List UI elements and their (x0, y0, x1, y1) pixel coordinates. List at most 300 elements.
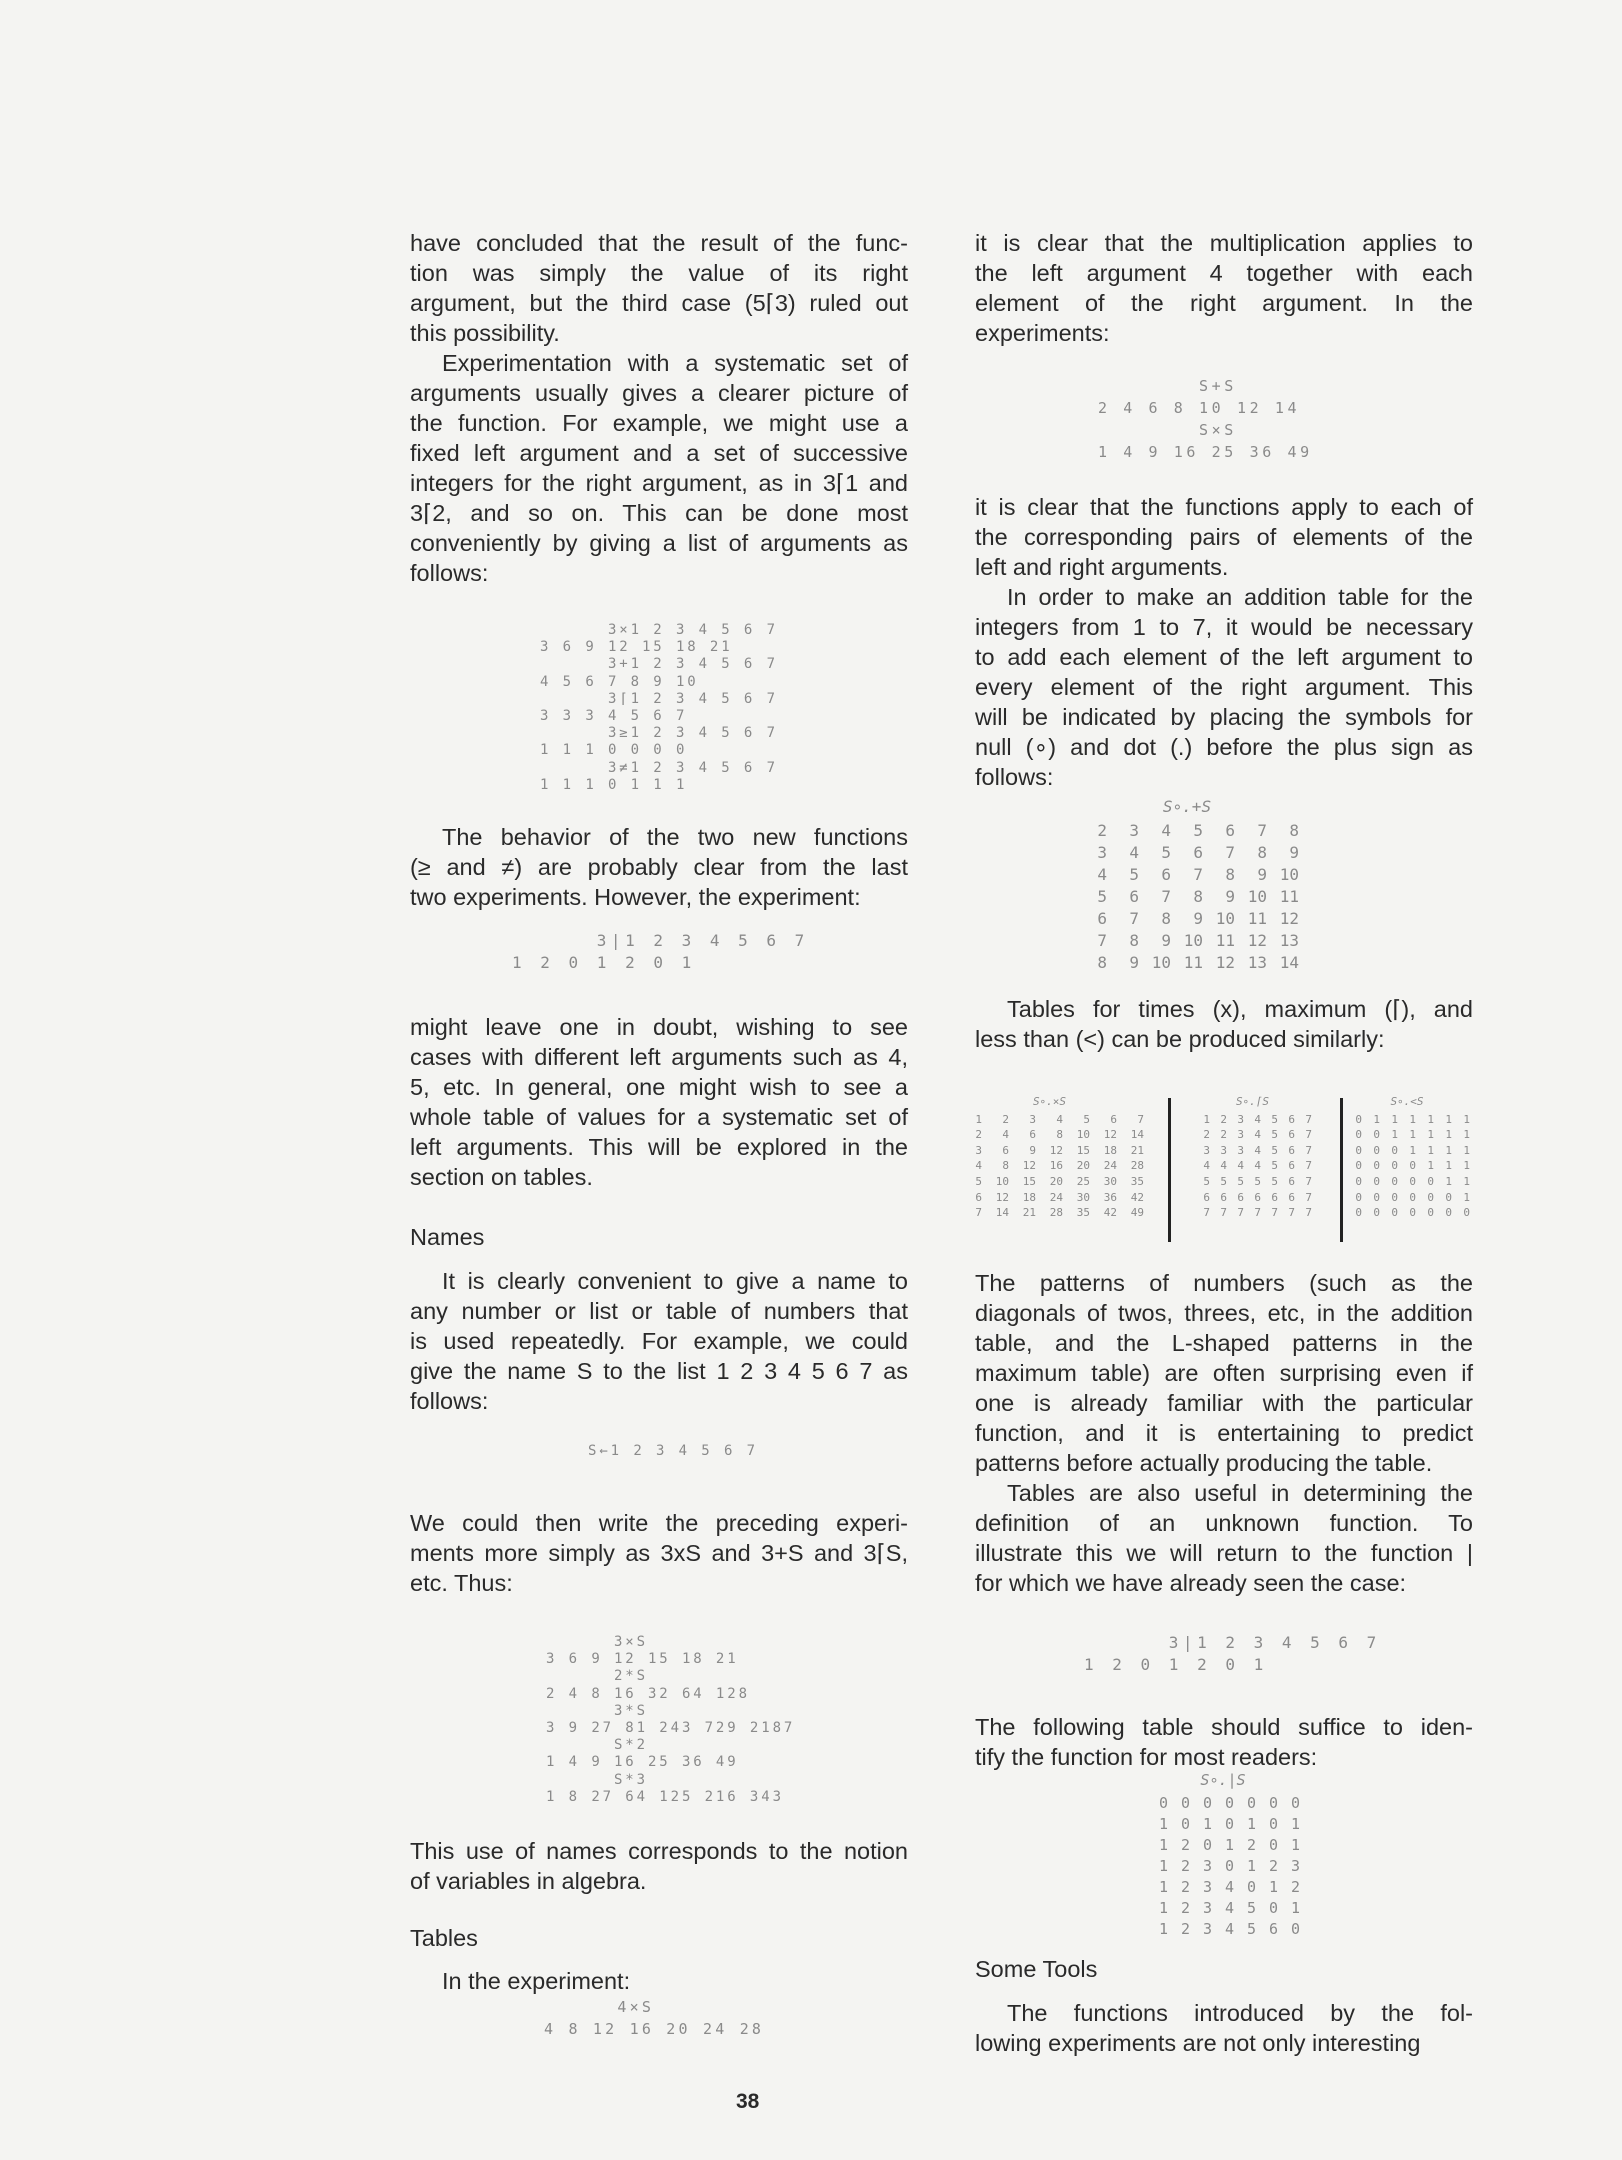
table-row (955, 1205, 1144, 1221)
table-cell: 30 (1103, 1174, 1117, 1188)
table-divider (1340, 1098, 1343, 1242)
table-cell: 0 (1202, 1794, 1212, 1812)
text-line: follows: (975, 764, 1054, 790)
table-cell: 5 (1271, 1159, 1278, 1173)
code-line: 3 6 9 12 15 18 21 (546, 1651, 739, 1668)
table-divider (1168, 1098, 1171, 1242)
table-cell: 6 (1161, 865, 1171, 884)
table-cell: 1 (1158, 1878, 1168, 1896)
table-cell: 21 (1022, 1206, 1036, 1220)
table-cell: 0 (1409, 1174, 1416, 1188)
table-cell: 7 (1305, 1143, 1312, 1157)
text-line: give the name S to the list 1 2 3 4 5 6 7 as (410, 1358, 908, 1384)
table-cell: 2 (1268, 1857, 1278, 1875)
table-cell: 8 (1289, 821, 1299, 840)
text-line: The following table should suffice to iden- (975, 1714, 1473, 1740)
table-cell: 6 (1254, 1190, 1261, 1204)
table-cell: 3 (1237, 1143, 1244, 1157)
paragraph (975, 994, 1473, 1054)
table-cell: 15 (1076, 1143, 1090, 1157)
table-cell: 0 (1290, 1794, 1300, 1812)
table-cell: 14 (1279, 953, 1299, 972)
table-cell: 13 (1247, 953, 1267, 972)
text-line: cases with different left arguments such as 4, (410, 1044, 908, 1070)
table-cell: 6 (1237, 1190, 1244, 1204)
table-row (1344, 1174, 1470, 1190)
code-line: 3|1 2 3 4 5 6 7 (512, 931, 809, 950)
table-cell: 3 (1203, 1143, 1210, 1157)
table-cell: 1 (1158, 1857, 1168, 1875)
table-cell: 7 (1305, 1159, 1312, 1173)
code-line: 3|1 2 3 4 5 6 7 (1084, 1633, 1381, 1652)
code-line: 3 9 27 81 243 729 2187 (546, 1720, 796, 1737)
table-cell: 0 (1355, 1128, 1362, 1142)
table-cell: 11 (1215, 931, 1235, 950)
text-line: follows: (410, 1388, 489, 1414)
code-block (512, 930, 809, 974)
table-row (955, 1143, 1144, 1159)
table-row (1075, 820, 1299, 842)
text-line: illustrate this we will return to the function | (975, 1540, 1473, 1566)
text-line: We could then write the preceding experi- (410, 1510, 908, 1536)
table-cell: 0 (1268, 1815, 1278, 1833)
text-line: the function. For example, we might use a (410, 410, 908, 436)
table-row (1146, 1814, 1300, 1835)
text-line: 5, etc. In general, one might wish to see a (410, 1074, 908, 1100)
less-than-table (1344, 1094, 1470, 1221)
table-cell: 8 (1193, 887, 1203, 906)
table-cell: 0 (1268, 1836, 1278, 1854)
table-cell: 1 (1158, 1899, 1168, 1917)
table-cell: 4 (1161, 821, 1171, 840)
table-cell: 8 (1056, 1128, 1063, 1142)
paragraph (975, 1478, 1473, 1598)
table-cell: 7 (1220, 1206, 1227, 1220)
code-line: 2 4 6 8 10 12 14 (1098, 399, 1301, 417)
addition-table (1075, 796, 1299, 974)
code-line: 3×1 2 3 4 5 6 7 (540, 622, 778, 638)
table-cell: 4 (1254, 1128, 1261, 1142)
table-cell: 0 (1202, 1836, 1212, 1854)
table-row (1193, 1127, 1312, 1143)
table-cell: 7 (1237, 1206, 1244, 1220)
table-cell: 28 (1130, 1159, 1144, 1173)
table-cell: 9 (1225, 887, 1235, 906)
text-line: Tables for times (x), maximum (⌈), and (1007, 996, 1473, 1022)
table-cell: 1 (1463, 1174, 1470, 1188)
table-cell: 12 (1049, 1143, 1063, 1157)
table-cell: 1 (1409, 1112, 1416, 1126)
text-line: 3⌈2, and so on. This can be done most (410, 500, 908, 526)
text-line: It is clearly convenient to give a name to (442, 1268, 908, 1294)
table-cell: 24 (1103, 1159, 1117, 1173)
table-cell: 9 (1289, 843, 1299, 862)
table-cell: 5 (1237, 1174, 1244, 1188)
paragraph (410, 1012, 908, 1192)
table-cell: 0 (1373, 1206, 1380, 1220)
table-row (1344, 1127, 1470, 1143)
table-cell: 5 (1161, 843, 1171, 862)
table-title: S∘.⌈S (1235, 1095, 1270, 1108)
table-cell: 0 (1445, 1190, 1452, 1204)
table-cell: 1 (1445, 1174, 1452, 1188)
table-title: S∘.×S (1032, 1095, 1067, 1108)
table-cell: 1 (975, 1112, 982, 1126)
code-line: 4×S (544, 1998, 655, 2016)
table-row (955, 1174, 1144, 1190)
table-cell: 3 (1029, 1112, 1036, 1126)
section-heading-tables: Tables (410, 1925, 478, 1951)
table-cell: 7 (1305, 1174, 1312, 1188)
table-cell: 10 (995, 1174, 1009, 1188)
text-line: it is clear that the multiplication applies to (975, 230, 1473, 256)
table-cell: 9 (1129, 953, 1139, 972)
table-row (1146, 1793, 1300, 1814)
table-cell: 1 (1409, 1128, 1416, 1142)
table-cell: 8 (1097, 953, 1107, 972)
table-cell: 0 (1427, 1206, 1434, 1220)
table-cell: 28 (1049, 1206, 1063, 1220)
table-cell: 0 (1391, 1159, 1398, 1173)
table-cell: 0 (1409, 1206, 1416, 1220)
table-cell: 9 (1193, 909, 1203, 928)
table-cell: 1 (1427, 1128, 1434, 1142)
code-block: S←1 2 3 4 5 6 7 (588, 1443, 758, 1459)
table-cell: 12 (1215, 953, 1235, 972)
paragraph (975, 1268, 1473, 1478)
table-cell: 42 (1130, 1190, 1144, 1204)
table-cell: 42 (1103, 1206, 1117, 1220)
table-cell: 35 (1076, 1206, 1090, 1220)
table-cell: 20 (1076, 1159, 1090, 1173)
times-table (955, 1094, 1144, 1221)
table-cell: 18 (1103, 1143, 1117, 1157)
paragraph (410, 1966, 908, 1996)
table-cell: 1 (1290, 1836, 1300, 1854)
table-cell: 16 (1049, 1159, 1063, 1173)
code-block (544, 1996, 764, 2040)
table-cell: 2 (1220, 1112, 1227, 1126)
text-line: the corresponding pairs of elements of the (975, 524, 1473, 550)
code-block (540, 622, 778, 794)
table-cell: 8 (1002, 1159, 1009, 1173)
table-cell: 4 (1254, 1143, 1261, 1157)
text-line: the left argument 4 together with each (975, 260, 1473, 286)
table-cell: 3 (975, 1143, 982, 1157)
table-cell: 4 (1224, 1899, 1234, 1917)
table-row (1146, 1898, 1300, 1919)
text-line: for which we have already seen the case: (975, 1570, 1407, 1596)
table-cell: 6 (1097, 909, 1107, 928)
table-cell: 12 (1103, 1128, 1117, 1142)
table-cell: 1 (1463, 1128, 1470, 1142)
text-line: definition of an unknown function. To (975, 1510, 1473, 1536)
table-cell: 0 (1373, 1174, 1380, 1188)
code-line: S+S (1098, 377, 1237, 395)
table-cell: 1 (1373, 1112, 1380, 1126)
table-cell: 4 (1097, 865, 1107, 884)
table-cell: 3 (1237, 1112, 1244, 1126)
text-line: of variables in algebra. (410, 1868, 647, 1894)
table-cell: 4 (1224, 1878, 1234, 1896)
table-cell: 3 (1129, 821, 1139, 840)
table-row (1193, 1158, 1312, 1174)
table-cell: 6 (1193, 843, 1203, 862)
text-line: etc. Thus: (410, 1570, 513, 1596)
table-cell: 0 (1409, 1159, 1416, 1173)
table-cell: 9 (1161, 931, 1171, 950)
text-line: left arguments. This will be explored in the (410, 1134, 908, 1160)
text-line: function, and it is entertaining to predict (975, 1420, 1473, 1446)
table-cell: 5 (1097, 887, 1107, 906)
code-line: 4 5 6 7 8 9 10 (540, 673, 699, 690)
table-row (1146, 1919, 1300, 1940)
table-cell: 4 (1002, 1128, 1009, 1142)
table-row (1075, 842, 1299, 864)
table-cell: 6 (1271, 1190, 1278, 1204)
table-cell: 1 (1409, 1143, 1416, 1157)
table-cell: 14 (995, 1206, 1009, 1220)
table-row (1146, 1835, 1300, 1856)
paragraph (975, 1998, 1473, 2058)
table-cell: 2 (975, 1128, 982, 1142)
table-cell: 5 (1246, 1920, 1256, 1938)
text-line: Tables are also useful in determining the (1007, 1480, 1473, 1506)
table-cell: 0 (1290, 1920, 1300, 1938)
table-cell: 9 (1257, 865, 1267, 884)
table-cell: 3 (1202, 1857, 1212, 1875)
table-cell: 3 (1290, 1857, 1300, 1875)
table-cell: 3 (1237, 1128, 1244, 1142)
table-cell: 0 (1373, 1143, 1380, 1157)
text-line: any number or list or table of numbers that (410, 1298, 908, 1324)
table-cell: 5 (1083, 1112, 1090, 1126)
paragraph (975, 1712, 1473, 1772)
code-line: 3≠1 2 3 4 5 6 7 (540, 759, 778, 776)
table-cell: 1 (1158, 1836, 1168, 1854)
table-cell: 5 (1271, 1112, 1278, 1126)
text-line: fixed left argument and a set of successive (410, 440, 908, 466)
table-cell: 10 (1247, 887, 1267, 906)
table-row (1193, 1174, 1312, 1190)
text-line: element of the right argument. In the (975, 290, 1473, 316)
table-cell: 1 (1224, 1836, 1234, 1854)
table-cell: 4 (1224, 1920, 1234, 1938)
table-cell: 7 (1288, 1206, 1295, 1220)
text-line: two experiments. However, the experiment: (410, 884, 861, 910)
table-cell: 5 (1220, 1174, 1227, 1188)
table-cell: 0 (1463, 1206, 1470, 1220)
table-cell: 2 (1097, 821, 1107, 840)
table-cell: 1 (1391, 1112, 1398, 1126)
table-cell: 5 (1129, 865, 1139, 884)
table-cell: 3 (1202, 1899, 1212, 1917)
table-cell: 4 (1056, 1112, 1063, 1126)
table-cell: 5 (1246, 1899, 1256, 1917)
table-cell: 0 (1355, 1159, 1362, 1173)
table-row (1075, 930, 1299, 952)
table-cell: 6 (1220, 1190, 1227, 1204)
table-cell: 21 (1130, 1143, 1144, 1157)
text-line: argument, but the third case (5⌈3) ruled out (410, 290, 908, 316)
table-cell: 5 (1271, 1143, 1278, 1157)
table-cell: 7 (1137, 1112, 1144, 1126)
table-cell: 36 (1103, 1190, 1117, 1204)
table-cell: 0 (1391, 1190, 1398, 1204)
text-line: The functions introduced by the fol- (1007, 2000, 1473, 2026)
table-cell: 8 (1257, 843, 1267, 862)
text-line: one is already familiar with the particular (975, 1390, 1473, 1416)
table-cell: 1 (1290, 1899, 1300, 1917)
table-cell: 0 (1246, 1878, 1256, 1896)
table-cell: 2 (1290, 1878, 1300, 1896)
table-cell: 1 (1246, 1857, 1256, 1875)
maximum-table (1193, 1094, 1312, 1221)
table-cell: 4 (1129, 843, 1139, 862)
code-block (1084, 1632, 1381, 1676)
table-cell: 2 (1246, 1836, 1256, 1854)
table-cell: 0 (1373, 1190, 1380, 1204)
table-row (1146, 1856, 1300, 1877)
table-cell: 6 (1029, 1128, 1036, 1142)
table-cell: 7 (1161, 887, 1171, 906)
code-line: 3 3 3 4 5 6 7 (540, 708, 688, 725)
text-line: this possibility. (410, 320, 560, 346)
table-cell: 6 (975, 1190, 982, 1204)
table-row (1193, 1205, 1312, 1221)
code-line: 2 4 8 16 32 64 128 (546, 1685, 750, 1702)
table-cell: 4 (1237, 1159, 1244, 1173)
table-cell: 1 (1445, 1128, 1452, 1142)
code-line: 1 2 0 1 2 0 1 (1084, 1655, 1268, 1674)
table-cell: 0 (1158, 1794, 1168, 1812)
code-line: 1 1 1 0 1 1 1 (540, 776, 688, 793)
text-line: tion was simply the value of its right (410, 260, 908, 286)
table-cell: 1 (1158, 1815, 1168, 1833)
table-cell: 25 (1076, 1174, 1090, 1188)
text-line: to add each element of the left argument to (975, 644, 1473, 670)
table-cell: 1 (1427, 1143, 1434, 1157)
text-line: integers from 1 to 7, it would be necessary (975, 614, 1473, 640)
table-cell: 8 (1225, 865, 1235, 884)
text-line: follows: (410, 560, 489, 586)
table-cell: 7 (1305, 1128, 1312, 1142)
code-line: 3×S (546, 1634, 648, 1650)
text-line: Experimentation with a systematic set of (442, 350, 908, 376)
table-row (955, 1158, 1144, 1174)
table-cell: 0 (1427, 1174, 1434, 1188)
paragraph (410, 228, 908, 348)
code-line: 1 2 0 1 2 0 1 (512, 953, 696, 972)
table-cell: 7 (1203, 1206, 1210, 1220)
table-row (1344, 1158, 1470, 1174)
table-cell: 4 (1254, 1112, 1261, 1126)
table-cell: 6 (1288, 1143, 1295, 1157)
table-row (1075, 864, 1299, 886)
table-cell: 7 (1129, 909, 1139, 928)
table-cell: 10 (1279, 865, 1299, 884)
table-row (955, 1127, 1144, 1143)
table-cell: 2 (1180, 1920, 1190, 1938)
paragraph (975, 228, 1473, 348)
text-line: integers for the right argument, as in 3⌈1 and (410, 470, 908, 496)
table-cell: 11 (1247, 909, 1267, 928)
table-cell: 2 (1203, 1128, 1210, 1142)
table-cell: 1 (1290, 1815, 1300, 1833)
table-cell: 9 (1029, 1143, 1036, 1157)
table-cell: 7 (1097, 931, 1107, 950)
code-line: 1 4 9 16 25 36 49 (1098, 443, 1313, 461)
code-block (546, 1634, 795, 1806)
text-line: is used repeatedly. For example, we could (410, 1328, 908, 1354)
table-cell: 10 (1183, 931, 1203, 950)
table-cell: 7 (1225, 843, 1235, 862)
table-cell: 0 (1268, 1794, 1278, 1812)
table-row (1075, 908, 1299, 930)
table-cell: 1 (1463, 1190, 1470, 1204)
table-cell: 0 (1391, 1143, 1398, 1157)
table-cell: 8 (1129, 931, 1139, 950)
table-cell: 13 (1279, 931, 1299, 950)
section-heading-some-tools: Some Tools (975, 1956, 1098, 1982)
table-cell: 5 (1203, 1174, 1210, 1188)
text-line: arguments usually gives a clearer picture of (410, 380, 908, 406)
text-line: In order to make an addition table for the (1007, 584, 1473, 610)
table-cell: 3 (1097, 843, 1107, 862)
table-cell: 1 (1203, 1112, 1210, 1126)
table-cell: 35 (1130, 1174, 1144, 1188)
table-cell: 0 (1355, 1143, 1362, 1157)
paragraph (410, 822, 908, 912)
code-line: S×S (1098, 421, 1237, 439)
text-line: (≥ and ≠) are probably clear from the last (410, 854, 908, 880)
table-cell: 4 (975, 1159, 982, 1173)
table-cell: 0 (1355, 1112, 1362, 1126)
table-cell: 3 (1202, 1920, 1212, 1938)
table-cell: 7 (1271, 1206, 1278, 1220)
table-cell: 0 (1373, 1159, 1380, 1173)
table-cell: 1 (1427, 1159, 1434, 1173)
text-line: ments more simply as 3xS and 3+S and 3⌈S, (410, 1540, 908, 1566)
table-cell: 24 (1049, 1190, 1063, 1204)
table-cell: 6 (1288, 1159, 1295, 1173)
text-line: every element of the right argument. This (975, 674, 1473, 700)
text-line: less than (<) can be produced similarly: (975, 1026, 1385, 1052)
text-line: whole table of values for a systematic set of (410, 1104, 908, 1130)
table-cell: 0 (1224, 1857, 1234, 1875)
table-cell: 5 (1271, 1174, 1278, 1188)
text-line: null (∘) and dot (.) before the plus sign as (975, 734, 1473, 760)
code-line: 3 6 9 12 15 18 21 (540, 639, 733, 656)
table-cell: 1 (1246, 1815, 1256, 1833)
table-cell: 4 (1203, 1159, 1210, 1173)
table-cell: 5 (1271, 1128, 1278, 1142)
table-cell: 3 (1202, 1878, 1212, 1896)
code-line: 3*S (546, 1702, 648, 1719)
table-cell: 12 (1247, 931, 1267, 950)
table-cell: 49 (1130, 1206, 1144, 1220)
table-row (1075, 952, 1299, 974)
table-title: S∘.|S (1200, 1771, 1246, 1789)
text-line: patterns before actually producing the table. (975, 1450, 1433, 1476)
code-line: 3⌈1 2 3 4 5 6 7 (540, 690, 778, 707)
table-row (955, 1112, 1144, 1128)
table-cell: 6 (1110, 1112, 1117, 1126)
code-line: 2*S (546, 1668, 648, 1685)
residue-table (1146, 1770, 1300, 1940)
text-line: diagonals of twos, threes, etc, in the addition (975, 1300, 1473, 1326)
text-line: The patterns of numbers (such as the (975, 1270, 1473, 1296)
